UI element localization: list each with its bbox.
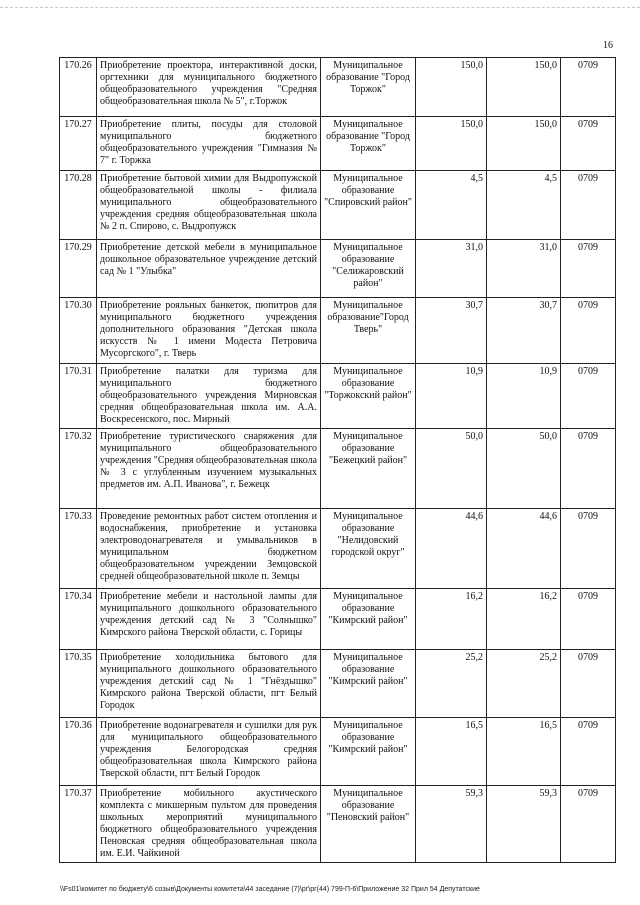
file-path-footer: \\Fs01\комитет по бюджету\6 созыв\Документы комитета\44 заседание (7)\рг\рг(44) 799-П-6\Приложение 32 Прил 54 Депутатские [60,886,480,893]
row-code: 0709 [561,429,616,509]
table-row [60,718,616,786]
row-value-2: 16,2 [487,589,561,650]
table-row [60,364,616,429]
row-value-1: 59,3 [416,786,487,863]
row-description: Приобретение мобильного акустического комплекта с микшерным пультом для проведения школьных мероприятий муниципального бюджетного общеобразовательного учреждения Пеновская средняя общеобразовательная школа им. Е.И. Чайкиной [97,786,321,863]
row-value-2: 10,9 [487,364,561,429]
table-row [60,509,616,589]
row-number: 170.28 [60,171,97,240]
row-value-1: 25,2 [416,650,487,718]
row-description: Приобретение проектора, интерактивной доски, оргтехники для муниципального бюджетного общеобразовательного учреждения "Средняя общеобразовательная школа № 5", г.Торжок [97,58,321,117]
row-value-2: 44,6 [487,509,561,589]
row-code: 0709 [561,58,616,117]
row-description: Приобретение рояльных банкеток, пюпитров для муниципального бюджетного учреждения дополнительного образования "Детская школа искусств № 1 имени Модеста Петровича Мусоргского", г. Тверь [97,298,321,364]
row-municipality: Муниципальное образование "Селижаровский район" [321,240,416,298]
table-row [60,240,616,298]
row-municipality: Муниципальное образование "Спировский район" [321,171,416,240]
row-number: 170.30 [60,298,97,364]
row-municipality: Муниципальное образование "Нелидовский городской округ" [321,509,416,589]
row-value-2: 150,0 [487,117,561,171]
row-number: 170.37 [60,786,97,863]
row-description: Приобретение палатки для туризма для муниципального бюджетного общеобразовательного учреждения Мирновская средняя общеобразовательная школа им. А.А. Воскресенского, пос. Мирный [97,364,321,429]
row-number: 170.36 [60,718,97,786]
table-row [60,117,616,171]
row-description: Приобретение холодильника бытового для муниципального дошкольного образовательного учреждения детский сад № 1 "Гнёздышко" Кимрского района Тверской области, пгт Белый Городок [97,650,321,718]
row-value-1: 4,5 [416,171,487,240]
row-description: Проведение ремонтных работ систем отопления и водоснабжения, приобретение и установка электроводонагревателя и умывальников в муниципальном бюджетном общеобразовательном учреждении Земцовской средней общеобразовательной школе п. Земцы [97,509,321,589]
row-value-2: 31,0 [487,240,561,298]
row-code: 0709 [561,240,616,298]
row-code: 0709 [561,509,616,589]
row-value-1: 150,0 [416,117,487,171]
row-code: 0709 [561,117,616,171]
row-value-1: 16,2 [416,589,487,650]
row-number: 170.29 [60,240,97,298]
row-municipality: Муниципальное образование "Пеновский район" [321,786,416,863]
row-municipality: Муниципальное образование "Кимрский район" [321,650,416,718]
page-number: 16 [603,40,613,51]
row-number: 170.34 [60,589,97,650]
row-description: Приобретение мебели и настольной лампы для муниципального дошкольного образовательного учреждения детский сад № 3 "Солнышко" Кимрского района Тверской области, с. Горицы [97,589,321,650]
row-value-2: 50,0 [487,429,561,509]
row-value-2: 4,5 [487,171,561,240]
row-description: Приобретение детской мебели в муниципальное дошкольное образовательное учреждение детский сад № 1 "Улыбка" [97,240,321,298]
row-municipality: Муниципальное образование "Кимрский район" [321,589,416,650]
row-number: 170.33 [60,509,97,589]
row-value-1: 10,9 [416,364,487,429]
row-value-2: 16,5 [487,718,561,786]
row-description: Приобретение туристического снаряжения для муниципального общеобразовательного учреждения "Средняя общеобразовательная школа № 3 с углубленным изучением музыкальных предметов им. А.П. Иванова", г. Бежецк [97,429,321,509]
row-value-1: 50,0 [416,429,487,509]
row-municipality: Муниципальное образование "Кимрский район" [321,718,416,786]
row-number: 170.32 [60,429,97,509]
row-description: Приобретение бытовой химии для Выдропужской общеобразовательной школы - филиала муниципального общеобразовательного учреждения средняя общеобразовательная школа № 2 п. Спирово, с. Выдропужск [97,171,321,240]
row-municipality: Муниципальное образование "Торжокский район" [321,364,416,429]
row-municipality: Муниципальное образование "Бежецкий район" [321,429,416,509]
table-row [60,298,616,364]
row-description: Приобретение плиты, посуды для столовой муниципального бюджетного общеобразовательного учреждения "Гимназия № 7" г. Торжка [97,117,321,171]
table-row [60,171,616,240]
row-value-1: 150,0 [416,58,487,117]
table-row [60,589,616,650]
row-value-2: 25,2 [487,650,561,718]
row-code: 0709 [561,786,616,863]
row-municipality: Муниципальное образование "Город Торжок" [321,117,416,171]
row-code: 0709 [561,650,616,718]
row-value-1: 44,6 [416,509,487,589]
row-number: 170.27 [60,117,97,171]
appropriations-table [59,57,616,863]
table-row [60,786,616,863]
row-code: 0709 [561,171,616,240]
row-municipality: Муниципальное образование "Город Торжок" [321,58,416,117]
row-description: Приобретение водонагревателя и сушилки для рук для муниципального общеобразовательного учреждения Белогородская средняя общеобразовательная школа Кимрского района Тверской области, пгт Белый Городок [97,718,321,786]
table-row [60,429,616,509]
row-value-1: 30,7 [416,298,487,364]
row-number: 170.31 [60,364,97,429]
row-code: 0709 [561,364,616,429]
row-value-2: 59,3 [487,786,561,863]
row-code: 0709 [561,298,616,364]
table-row [60,650,616,718]
row-value-2: 150,0 [487,58,561,117]
table-row [60,58,616,117]
table-body [60,58,616,863]
row-value-2: 30,7 [487,298,561,364]
row-municipality: Муниципальное образование"Город Тверь" [321,298,416,364]
row-value-1: 31,0 [416,240,487,298]
row-number: 170.35 [60,650,97,718]
row-code: 0709 [561,589,616,650]
top-scan-edge [0,7,640,8]
row-code: 0709 [561,718,616,786]
row-value-1: 16,5 [416,718,487,786]
row-number: 170.26 [60,58,97,117]
